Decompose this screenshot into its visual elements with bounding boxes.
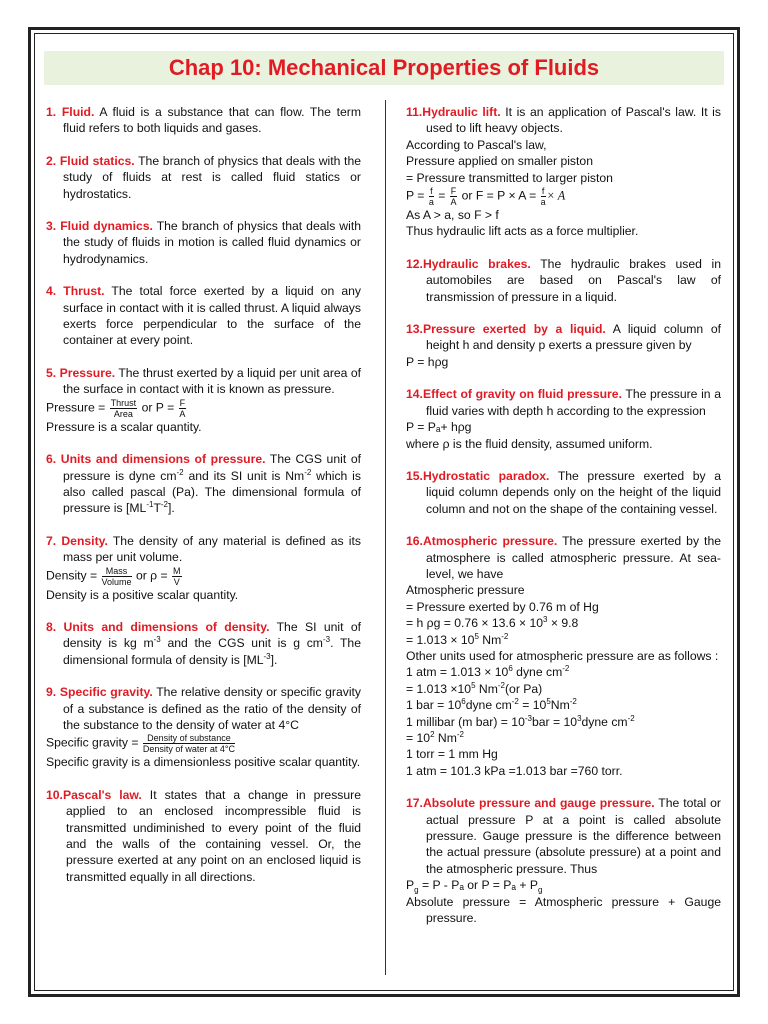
item-specific-gravity: 9. Specific gravity. The relative density or specific gravity of a substance is defined as the ratio of the density of the substance to the density of water at 4°C Specific gravity = $\frac{\text{Density of substance}}{\text{Density of water at 4°C}}$ Specific gravity is a dimensionless positive scalar quantity. <box>46 685 362 770</box>
column-divider <box>385 100 386 975</box>
item-units-density: 8. Units and dimensions of density. The SI unit of density is kg $m^{-3}$ and the CGS unit is g $cm^{-3}$. The dimensional formula of density is $[ML^{-3}]$. <box>46 619 361 667</box>
item-heading: Units and dimensions of pressure. <box>60 452 266 467</box>
item-pressure-liquid: 13.Pressure exerted by a liquid. A liquid column of height h and density p exerts a pressure given by P = hρg <box>406 322 721 369</box>
item-density: 7. Density. The density of any material is defined as its mass per unit volume. Density = $\frac{\text{Mass}}{\text{Volume}}$ or ρ = $\frac{M}{V}$ Density is a positive scalar quantity. <box>46 533 361 602</box>
item-hydrostatic-paradox: 15.Hydrostatic paradox. The pressure exerted by a liquid column depends only on the height of the liquid column and not on the shape of the containing vessel. <box>406 468 721 516</box>
item-heading: Fluid statics. <box>59 153 135 168</box>
item-heading: Thrust. <box>63 284 105 299</box>
fraction: $\frac{M}{V}$ <box>173 565 181 587</box>
item-heading: Fluid dynamics. <box>60 219 153 234</box>
item-heading: Atmospheric pressure. <box>422 534 558 549</box>
title-banner <box>44 51 724 85</box>
item-absolute-gauge-pressure: 17.Absolute pressure and gauge pressure. The total or actual pressure P at a point is called absolute pressure. Gauge pressure is the difference between the actual pressure (absolute pressure) at a point and the atmospheric pressure. Thus $P_g = P - P_a$ or $P = P_a + P_g$ Absolute pressure = Atmospheric pressure + Gauge pressure. <box>406 796 721 926</box>
fraction: $\frac{f}{a}$ <box>428 186 434 208</box>
left-column <box>46 104 361 901</box>
item-hydraulic-brakes: 12.Hydraulic brakes. The hydraulic brakes used in automobiles are based on Pascal's law of transmission of pressure in a liquid. <box>406 256 721 304</box>
item-fluid-dynamics: 3. Fluid dynamics. The branch of physics that deals with the study of fluids in motion is called fluid dynamics or hydrodynamics. <box>46 219 361 266</box>
hydraulic-lift-formula: P = $\frac{f}{a}$ = $\frac{F}{A}$ or F = P × A = $\frac{f}{a}$ × A <box>406 186 566 208</box>
item-atmospheric-pressure: 16.Atmospheric pressure. The pressure exerted by the atmosphere is called atmospheric pressure. At sea-level, we have Atmospheric pressure = Pressure exerted by 0.76 m of Hg = h $\rho g = 0.76 \times 13.6 \times 10^3 \times 9.8$ = $1.013 \times 10^5$ $Nm^{-2}$ Other units used for atmospheric pressure are as follows : 1 atm = $1.013 \times 10^6$ dyne $cm^{-2}$ = $1.013 \times 10^5$ $Nm^{-2}(or$ Pa) 1 bar = $10^6dyne$ $cm^{-2} = 10^5Nm^{-2}$ 1 millibar (m $bar) = 10^{-3}bar$ = $10^3dyne$ $cm^{-2}$ = $10^2$ $Nm^{-2}$ 1 torr = 1 mm Hg 1 atm = 101.3 kPa =1.013 bar =760 torr. <box>406 534 721 778</box>
page-title: Chap 10: Mechanical Properties of Fluids <box>168 55 600 80</box>
item-pressure: 5. Pressure. The thrust exerted by a liquid per unit area of the surface in contact with it is known as pressure. Pressure = $\frac{\text{Thrust}}{\text{Area}}$ or P = $\frac{F}{A}$ Pressure is a scalar quantity. <box>46 365 361 434</box>
item-heading: Density. <box>61 533 108 548</box>
pressure-formula: Pressure = $\frac{\text{Thrust}}{\text{Area}}$ or P = $\frac{F}{A}$ <box>46 397 186 419</box>
fraction: $\frac{F}{A}$ <box>450 186 457 208</box>
fraction: $\frac{\text{Density of substance}}{\text{Density of water at 4°C}}$ <box>142 733 235 755</box>
item-gravity-effect: 14.Effect of gravity on fluid pressure. The pressure in a fluid varies with depth h according to the expression P = Pₐ+ hρg where ρ is the fluid density, assumed uniform. <box>406 387 721 451</box>
specific-gravity-formula: Specific gravity = $\frac{\text{Density of substance}}{\text{Density of water at 4°C}}$ <box>46 733 235 755</box>
item-heading: Absolute pressure and gauge pressure. <box>422 796 655 811</box>
fraction: $\frac{\text{Mass}}{\text{Volume}}$ <box>101 565 132 587</box>
item-fluid: 1. Fluid. A fluid is a substance that can flow. The term fluid refers to both liquids and gases. <box>46 105 361 136</box>
item-heading: Pressure. <box>59 365 116 380</box>
item-heading: Units and dimensions of density. <box>63 619 270 634</box>
item-heading: Pascal's law. <box>62 787 142 802</box>
fraction: $\frac{f}{a}$ <box>540 186 546 208</box>
item-hydraulic-lift: 11.Hydraulic lift. It is an application of Pascal's law. It is used to lift heavy objects. According to Pascal's law, Pressure applied on smaller piston = Pressure transmitted to larger piston P = $\frac{f}{a}$ = $\frac{F}{A}$ or F = P × A = $\frac{f}{a}$ × A As A > a, so F > f Thus hydraulic lift acts as a force multiplier. <box>406 105 721 239</box>
right-column <box>406 104 721 942</box>
fraction: $\frac{\text{Thrust}}{\text{Area}}$ <box>110 397 137 419</box>
item-heading: Effect of gravity on fluid pressure. <box>422 387 622 402</box>
item-heading: Hydrostatic paradox. <box>422 468 550 483</box>
item-pascals-law: 10.Pascal's law. It states that a change in pressure applied to an enclosed incompressible fluid is transmitted undiminished to every point of the fluid and the walls of the containing vessel. Or, the pressure exerted at any point on an enclosed liquid is transmitted equally in all directions. <box>46 787 361 884</box>
item-heading: Hydraulic lift. <box>422 105 501 119</box>
item-heading: Pressure exerted by a liquid. <box>422 322 606 337</box>
item-heading: Specific gravity. <box>59 685 153 700</box>
item-fluid-statics: 2. Fluid statics. The branch of physics that deals with the study of fluids at rest is called fluid statics or hydrostatics. <box>46 153 361 201</box>
item-units-pressure: 6. Units and dimensions of pressure. The CGS unit of pressure is dyne $cm^{-2}$ and its SI unit is $Nm^{-2}$ which is also called pascal (Pa). The dimensional formula of pressure is $[ML^{-1}T^{-2}]$. <box>46 452 361 516</box>
item-thrust: 4. Thrust. The total force exerted by a liquid on any surface in contact with it is called thrust. A liquid always exerts force perpendicular to the surface of the container at every point. <box>46 284 362 348</box>
item-heading: Hydraulic brakes. <box>422 256 531 271</box>
density-formula: Density = $\frac{\text{Mass}}{\text{Volume}}$ or ρ = $\frac{M}{V}$ <box>46 565 181 587</box>
item-heading: Fluid. <box>61 105 95 119</box>
fraction: $\frac{F}{A}$ <box>179 397 186 419</box>
